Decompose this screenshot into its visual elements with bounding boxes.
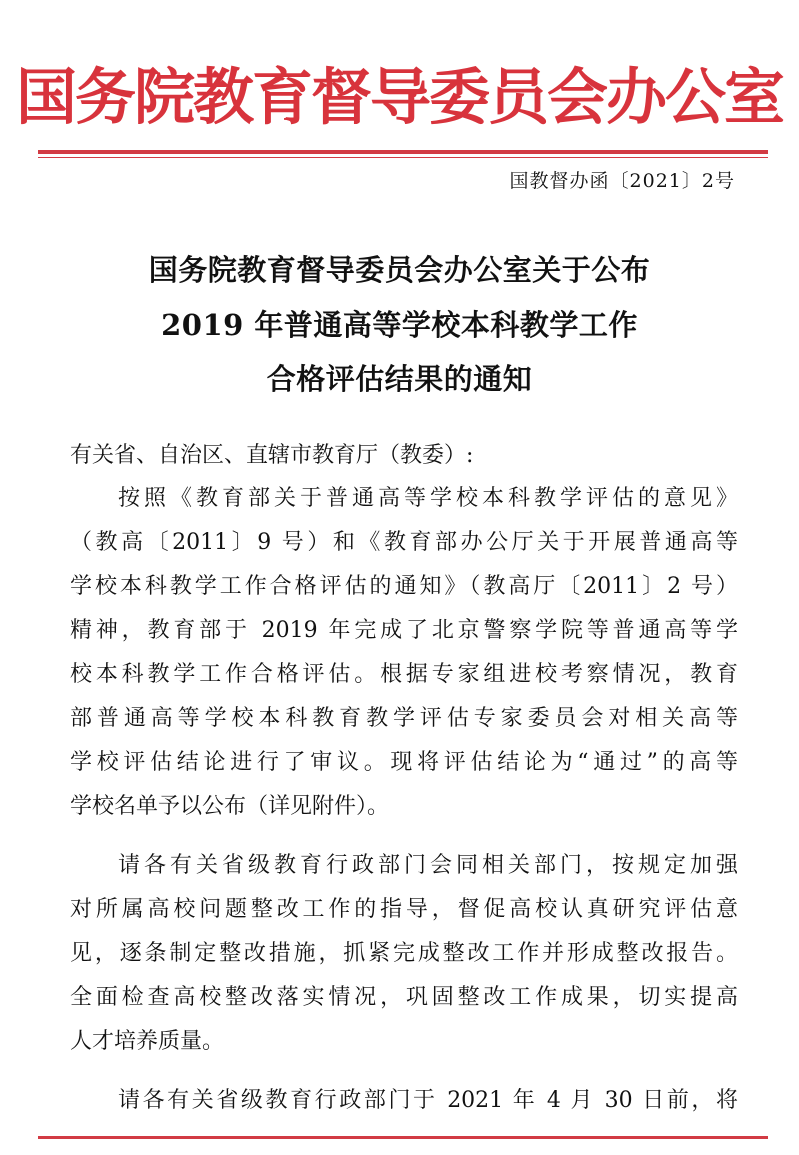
footer-divider — [38, 1136, 768, 1139]
body-line: 全面检查高校整改落实情况，巩固整改工作成果，切实提高 — [70, 985, 738, 1010]
body-line: 对所属高校问题整改工作的指导，督促高校认真研究评估意 — [70, 897, 738, 922]
document-number: 国教督办函〔2021〕2号 — [509, 170, 735, 192]
body-line: 精神，教育部于 2019 年完成了北京警察学院等普通高等学 — [70, 618, 738, 643]
body-line: 部普通高等学校本科教育教学评估专家委员会对相关高等 — [70, 706, 738, 731]
salutation: 有关省、自治区、直辖市教育厅（教委）: — [70, 443, 474, 468]
header-divider-thick — [38, 150, 768, 154]
document-title-line: 2019 年普通高等学校本科教学工作 — [161, 308, 638, 342]
body-line: 校本科教学工作合格评估。根据专家组进校考察情况，教育 — [70, 662, 738, 687]
body-line: 请各有关省级教育行政部门会同相关部门，按规定加强 — [118, 853, 738, 878]
body-line: 学校评估结论进行了审议。现将评估结论为“通过”的高等 — [70, 750, 738, 775]
body-line: 请各有关省级教育行政部门于 2021 年 4 月 30 日前，将 — [118, 1088, 738, 1113]
body-line: 见，逐条制定整改措施，抓紧完成整改工作并形成整改报告。 — [70, 941, 738, 966]
document-title-line: 合格评估结果的通知 — [266, 362, 533, 396]
organization-header: 国务院教育督导委员会办公室 — [16, 61, 784, 133]
body-line: 学校名单予以公布（详见附件）。 — [70, 794, 390, 819]
body-line: 按照《教育部关于普通高等学校本科教学评估的意见》 — [118, 486, 738, 511]
body-line: （教高〔2011〕9 号）和《教育部办公厅关于开展普通高等 — [70, 530, 738, 555]
body-line: 人才培养质量。 — [70, 1029, 225, 1054]
header-divider-thin — [38, 157, 768, 158]
document-title-line: 国务院教育督导委员会办公室关于公布 — [148, 253, 651, 287]
body-line: 学校本科教学工作合格评估的通知》（教高厅〔2011〕2 号） — [70, 574, 738, 599]
